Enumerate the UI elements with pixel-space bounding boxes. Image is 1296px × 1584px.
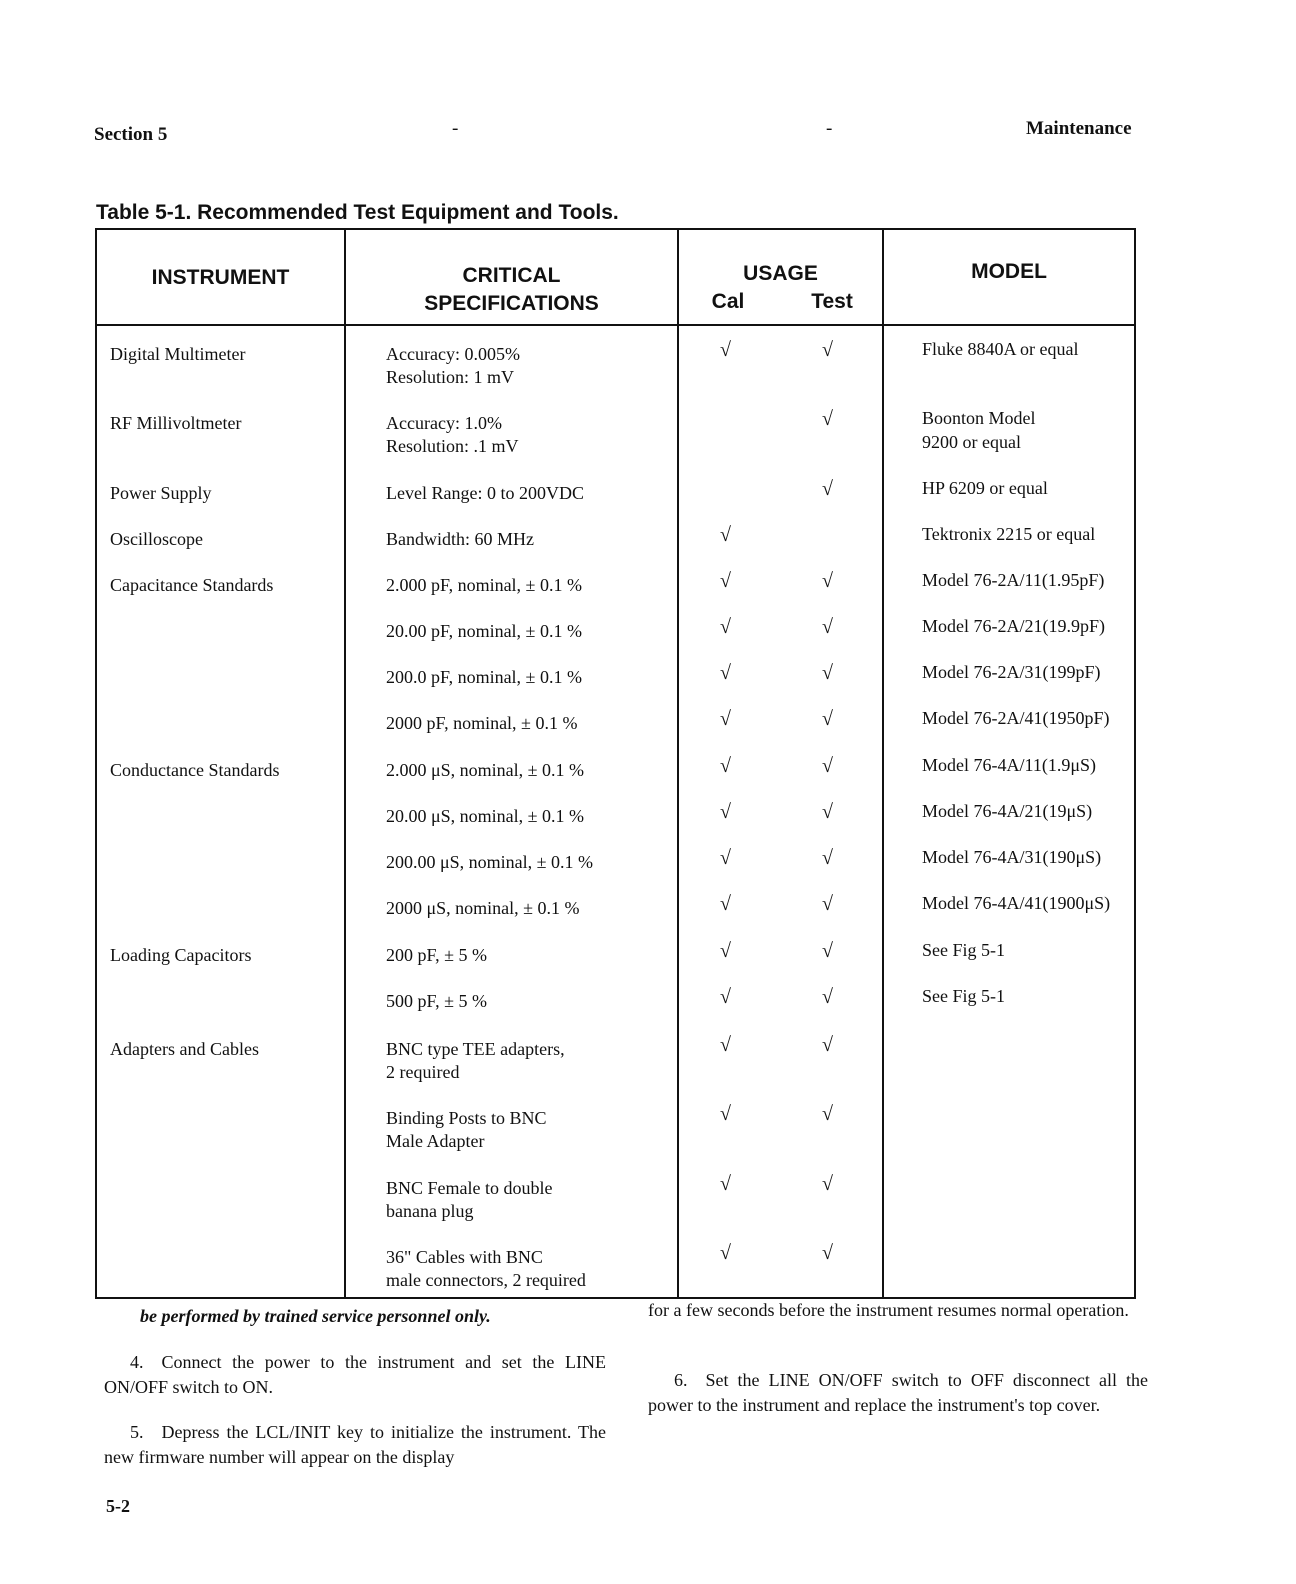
model-line-1: Tektronix 2215 or equal <box>922 524 1096 544</box>
instrument-name: RF Millivoltmeter <box>110 413 242 433</box>
model-line-1: HP 6209 or equal <box>922 478 1048 498</box>
spec-line-1: BNC Female to double <box>386 1178 553 1198</box>
model-line-2: 9200 or equal <box>922 432 1021 452</box>
cal-check-icon: √ <box>720 616 731 638</box>
instrument-name: Adapters and Cables <box>110 1039 259 1059</box>
spec-line-1: 20.00 pF, nominal, ± 0.1 % <box>386 621 582 641</box>
model-line-1: Model 76-2A/11(1.95pF) <box>922 570 1105 590</box>
spec-line-2: male connectors, 2 required <box>386 1270 586 1290</box>
cal-check-icon: √ <box>720 801 731 823</box>
spec-line-1: 2.000 μS, nominal, ± 0.1 % <box>386 760 585 780</box>
instrument-name: Conductance Standards <box>110 760 280 780</box>
spec-line-2: Male Adapter <box>386 1131 485 1151</box>
test-check-icon: √ <box>822 1173 833 1195</box>
spec-line-2: Resolution: 1 mV <box>386 367 515 387</box>
spec-line-1: BNC type TEE adapters, <box>386 1039 565 1059</box>
section-label: Section 5 <box>94 124 168 145</box>
spec-line-1: 36" Cables with BNC <box>386 1247 543 1267</box>
spec-line-1: Accuracy: 0.005% <box>386 344 520 364</box>
spec-line-1: 2.000 pF, nominal, ± 0.1 % <box>386 575 582 595</box>
model-line-1: Model 76-4A/41(1900μS) <box>922 893 1111 913</box>
column-divider-2 <box>677 228 679 1299</box>
cal-check-icon: √ <box>720 524 731 546</box>
test-check-icon: √ <box>822 1034 833 1056</box>
cal-check-icon: √ <box>720 1173 731 1195</box>
spec-line-1: 20.00 μS, nominal, ± 0.1 % <box>386 806 585 826</box>
step-5 <box>104 1420 606 1470</box>
test-check-icon: √ <box>822 616 833 638</box>
step-5-number: 5. <box>130 1422 144 1442</box>
step-6-number: 6. <box>674 1370 688 1390</box>
step-5-text: Depress the LCL/INIT key to initialize the instrument. The new firmware number will appear on the display <box>104 1422 606 1467</box>
test-check-icon: √ <box>822 847 833 869</box>
spec-line-1: 200 pF, ± 5 % <box>386 945 487 965</box>
header-divider <box>95 324 1136 326</box>
spec-line-2: banana plug <box>386 1201 474 1221</box>
safety-note: be performed by trained service personnel only. <box>140 1306 491 1326</box>
test-check-icon: √ <box>822 986 833 1008</box>
test-check-icon: √ <box>822 893 833 915</box>
column-header-test: Test <box>811 290 853 313</box>
model-line-1: Model 76-4A/31(190μS) <box>922 847 1102 867</box>
test-check-icon: √ <box>822 940 833 962</box>
cal-check-icon: √ <box>720 570 731 592</box>
model-line-1: Boonton Model <box>922 408 1036 428</box>
step-6 <box>648 1368 1148 1418</box>
cal-check-icon: √ <box>720 1103 731 1125</box>
model-line-1: Model 76-4A/21(19μS) <box>922 801 1093 821</box>
spec-line-1: 200.0 pF, nominal, ± 0.1 % <box>386 667 582 687</box>
model-line-1: See Fig 5-1 <box>922 986 1005 1006</box>
page-number: 5-2 <box>106 1496 130 1516</box>
table-title: Table 5-1. Recommended Test Equipment and Tools. <box>96 201 619 224</box>
cal-check-icon: √ <box>720 893 731 915</box>
step-6-text: Set the LINE ON/OFF switch to OFF disconnect all the power to the instrument and replace the instrument's top cover. <box>648 1370 1148 1415</box>
column-header-usage: USAGE <box>743 262 818 285</box>
step-4 <box>104 1350 606 1400</box>
column-header-cal: Cal <box>711 290 745 313</box>
test-check-icon: √ <box>822 801 833 823</box>
step-4-number: 4. <box>130 1352 144 1372</box>
column-header-model: MODEL <box>971 260 1047 283</box>
column-divider-3 <box>882 228 884 1299</box>
model-line-1: Model 76-2A/21(19.9pF) <box>922 616 1105 636</box>
spec-line-1: Bandwidth: 60 MHz <box>386 529 534 549</box>
column-divider-1 <box>344 228 346 1299</box>
spec-line-1: 200.00 μS, nominal, ± 0.1 % <box>386 852 594 872</box>
cal-check-icon: √ <box>720 940 731 962</box>
spec-line-2: 2 required <box>386 1062 460 1082</box>
instrument-name: Digital Multimeter <box>110 344 246 364</box>
column-header-specifications: SPECIFICATIONS <box>424 292 599 315</box>
header-dash-right: - <box>826 118 833 139</box>
model-line-1: Model 76-2A/31(199pF) <box>922 662 1101 682</box>
cal-check-icon: √ <box>720 339 731 361</box>
column-header-instrument: INSTRUMENT <box>151 266 290 289</box>
cal-check-icon: √ <box>720 708 731 730</box>
cal-check-icon: √ <box>720 662 731 684</box>
spec-line-1: Level Range: 0 to 200VDC <box>386 483 584 503</box>
column-header-critical: CRITICAL <box>462 264 561 287</box>
test-check-icon: √ <box>822 708 833 730</box>
model-line-1: Fluke 8840A or equal <box>922 339 1079 359</box>
test-check-icon: √ <box>822 570 833 592</box>
test-check-icon: √ <box>822 339 833 361</box>
spec-line-1: Binding Posts to BNC <box>386 1108 547 1128</box>
spec-line-1: 500 pF, ± 5 % <box>386 991 487 1011</box>
cal-check-icon: √ <box>720 1242 731 1264</box>
header-dash-left: - <box>452 118 459 139</box>
cal-check-icon: √ <box>720 847 731 869</box>
test-check-icon: √ <box>822 755 833 777</box>
test-check-icon: √ <box>822 662 833 684</box>
spec-line-1: Accuracy: 1.0% <box>386 413 502 433</box>
chapter-label: Maintenance <box>1026 118 1132 139</box>
model-line-1: Model 76-4A/11(1.9μS) <box>922 755 1096 775</box>
spec-line-1: 2000 pF, nominal, ± 0.1 % <box>386 713 578 733</box>
test-check-icon: √ <box>822 408 833 430</box>
test-check-icon: √ <box>822 1103 833 1125</box>
test-check-icon: √ <box>822 1242 833 1264</box>
instrument-name: Loading Capacitors <box>110 945 252 965</box>
model-line-1: See Fig 5-1 <box>922 940 1005 960</box>
cal-check-icon: √ <box>720 1034 731 1056</box>
cal-check-icon: √ <box>720 986 731 1008</box>
cal-check-icon: √ <box>720 755 731 777</box>
continuation-text: for a few seconds before the instrument resumes normal operation. <box>648 1300 1129 1320</box>
instrument-name: Oscilloscope <box>110 529 203 549</box>
model-line-1: Model 76-2A/41(1950pF) <box>922 708 1110 728</box>
instrument-name: Capacitance Standards <box>110 575 274 595</box>
instrument-name: Power Supply <box>110 483 212 503</box>
step-4-text: Connect the power to the instrument and set the LINE ON/OFF switch to ON. <box>104 1352 606 1397</box>
spec-line-2: Resolution: .1 mV <box>386 436 519 456</box>
test-check-icon: √ <box>822 478 833 500</box>
spec-line-1: 2000 μS, nominal, ± 0.1 % <box>386 898 580 918</box>
